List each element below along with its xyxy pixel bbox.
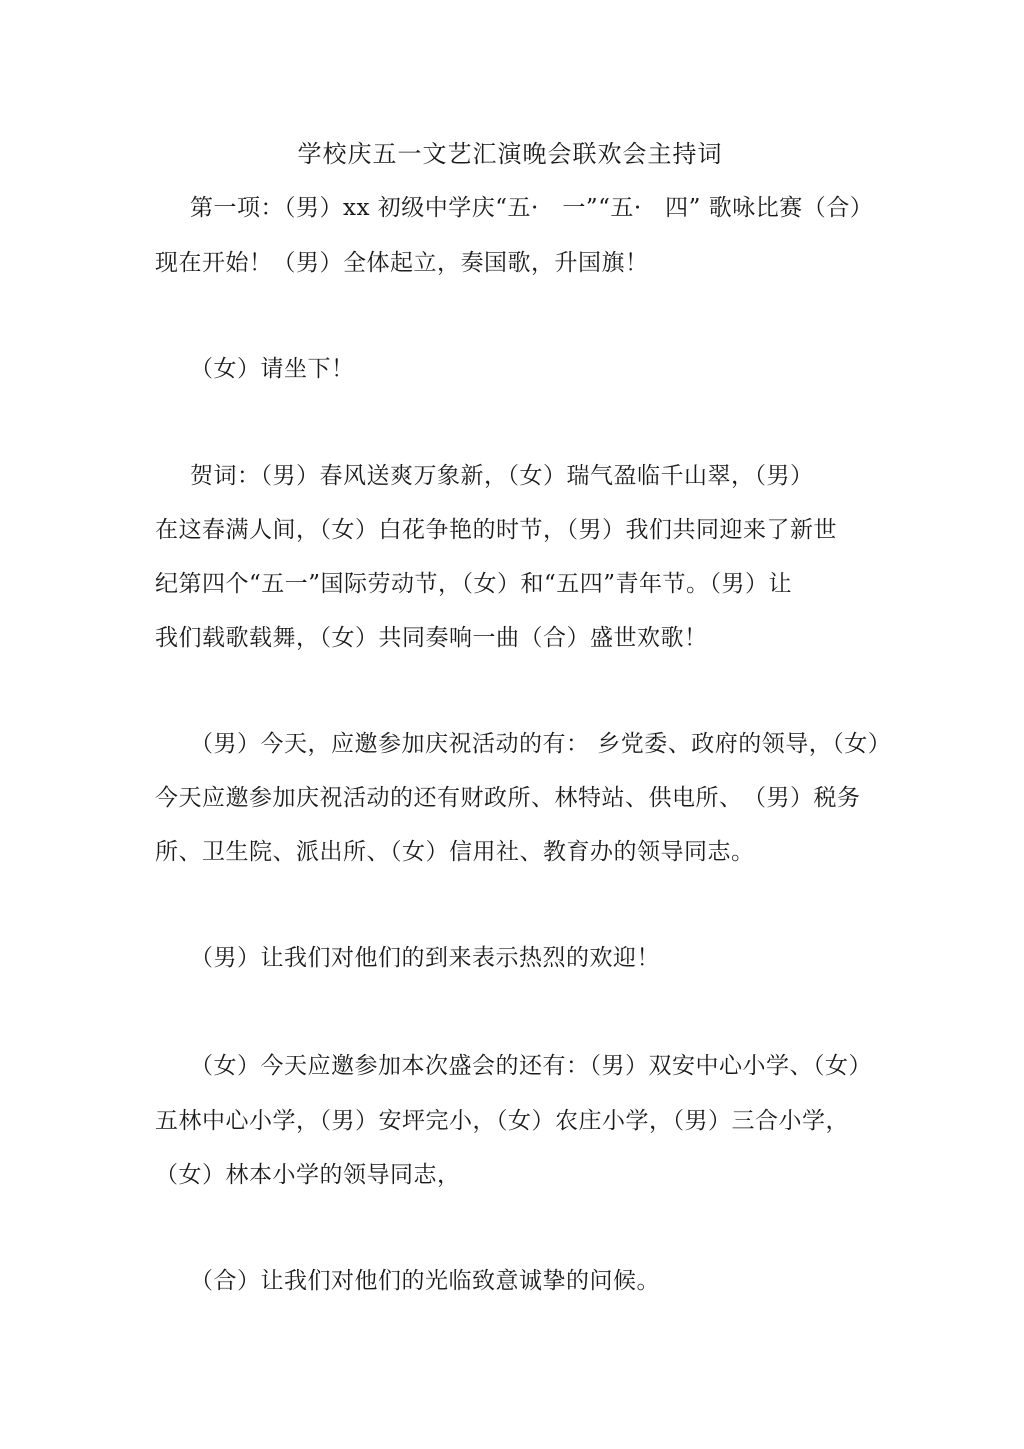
paragraph-line: 在这春满人间，（女）白花争艳的时节，（男）我们共同迎来了新世: [155, 517, 837, 543]
paragraph-line: 所、卫生院、派出所、（女）信用社、教育办的领导同志。: [155, 839, 755, 865]
paragraph-line: 我们载歌载舞，（女）共同奏响一曲（合）盛世欢歌！: [155, 625, 708, 651]
paragraph-line: 第一项：（男）xx 初级中学庆“五· 一”“五· 四” 歌咏比赛（合）: [190, 195, 874, 221]
document-title: 学校庆五一文艺汇演晚会联欢会主持词: [297, 140, 723, 168]
paragraph-line: （女）林本小学的领导同志，: [155, 1162, 461, 1188]
paragraph-line: 五林中心小学，（男）安坪完小，（女）农庄小学，（男）三合小学，: [155, 1108, 849, 1134]
paragraph-line: 贺词：（男）春风送爽万象新，（女）瑞气盈临千山翠，（男）: [190, 463, 814, 489]
paragraph-line: （女）今天应邀参加本次盛会的还有：（男）双安中心小学、（女）: [190, 1053, 872, 1079]
paragraph-line: （男）今天，应邀参加庆祝活动的有： 乡党委、政府的领导，（女）: [190, 731, 892, 757]
paragraph-line: （男）让我们对他们的到来表示热烈的欢迎！: [190, 945, 660, 971]
paragraph-line: 纪第四个“五一”国际劳动节，（女）和“五四”青年节。（男）让: [155, 571, 793, 597]
paragraph-line: 现在开始！（男）全体起立，奏国歌，升国旗！: [155, 250, 649, 276]
paragraph-line: （合）让我们对他们的光临致意诚挚的问候。: [190, 1268, 660, 1294]
paragraph-line: 今天应邀参加庆祝活动的还有财政所、林特站、供电所、 （男）税务: [155, 785, 861, 811]
paragraph-line: （女）请坐下！: [190, 356, 355, 382]
